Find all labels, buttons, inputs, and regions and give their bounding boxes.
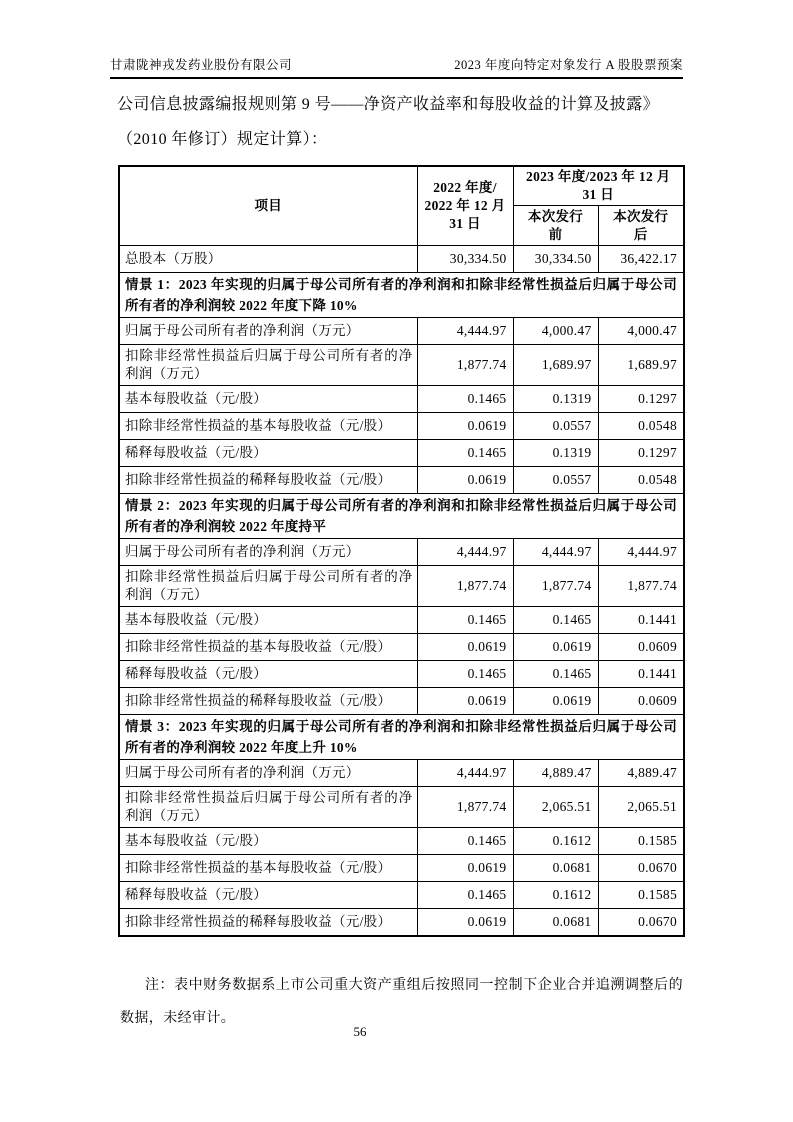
table-row [119, 634, 684, 661]
table-row [119, 246, 684, 273]
row-label: 扣除非经常性损益的基本每股收益（元/股） [119, 634, 417, 661]
value-before-issue: 0.0619 [513, 688, 598, 715]
value-before-issue: 0.0681 [513, 855, 598, 882]
value-before-issue: 0.0681 [513, 909, 598, 936]
value-2022: 4,444.97 [417, 760, 513, 787]
header-doc-title: 2023 年度向特定对象发行 A 股股票预案 [454, 58, 683, 72]
value-2022: 0.0619 [417, 413, 513, 440]
row-label: 扣除非经常性损益后归属于母公司所有者的净利润（万元） [119, 566, 417, 607]
value-before-issue: 0.1612 [513, 882, 598, 909]
value-2022: 1,877.74 [417, 787, 513, 828]
intro-paragraph [117, 90, 687, 160]
value-2022: 4,444.97 [417, 539, 513, 566]
row-label: 扣除非经常性损益的基本每股收益（元/股） [119, 413, 417, 440]
table-row [119, 467, 684, 494]
row-label: 基本每股收益（元/股） [119, 386, 417, 413]
scenario-section-row [119, 494, 684, 539]
scenario-section-row [119, 715, 684, 760]
value-after-issue: 36,422.17 [598, 246, 684, 273]
row-label: 归属于母公司所有者的净利润（万元） [119, 539, 417, 566]
value-before-issue: 0.1612 [513, 828, 598, 855]
value-before-issue: 4,444.97 [513, 539, 598, 566]
value-2022: 0.1465 [417, 828, 513, 855]
table-header-row-1 [119, 166, 684, 206]
table-row [119, 607, 684, 634]
col-header-after-issue-label: 本次发行后 [613, 208, 669, 242]
row-label: 扣除非经常性损益的稀释每股收益（元/股） [119, 688, 417, 715]
col-header-item: 项目 [119, 166, 417, 246]
row-label: 归属于母公司所有者的净利润（万元） [119, 760, 417, 787]
row-label: 扣除非经常性损益的基本每股收益（元/股） [119, 855, 417, 882]
scenario-section-label: 情景 3：2023 年实现的归属于母公司所有者的净利润和扣除非经常性损益后归属于母公司所有者的净利润较 2022 年度上升 10% [119, 715, 684, 760]
value-after-issue: 2,065.51 [598, 787, 684, 828]
scenario-section-label: 情景 1：2023 年实现的归属于母公司所有者的净利润和扣除非经常性损益后归属于母公司所有者的净利润较 2022 年度下降 10% [119, 273, 684, 318]
value-after-issue: 4,889.47 [598, 760, 684, 787]
value-after-issue: 0.0609 [598, 634, 684, 661]
value-2022: 0.1465 [417, 607, 513, 634]
value-2022: 0.0619 [417, 855, 513, 882]
value-after-issue: 1,877.74 [598, 566, 684, 607]
value-2022: 0.1465 [417, 440, 513, 467]
page-number: 56 [353, 1024, 367, 1039]
value-before-issue: 0.0557 [513, 467, 598, 494]
col-header-after-issue [598, 206, 684, 246]
value-after-issue: 0.0548 [598, 413, 684, 440]
value-after-issue: 0.0670 [598, 855, 684, 882]
value-2022: 0.0619 [417, 467, 513, 494]
value-before-issue: 0.0619 [513, 634, 598, 661]
value-after-issue: 0.0548 [598, 467, 684, 494]
value-2022: 0.0619 [417, 634, 513, 661]
value-after-issue: 4,000.47 [598, 318, 684, 345]
value-2022: 0.1465 [417, 882, 513, 909]
value-before-issue: 30,334.50 [513, 246, 598, 273]
row-label: 扣除非经常性损益的稀释每股收益（元/股） [119, 909, 417, 936]
table-row [119, 345, 684, 386]
table-row [119, 760, 684, 787]
value-2022: 30,334.50 [417, 246, 513, 273]
value-after-issue: 0.1441 [598, 607, 684, 634]
value-after-issue: 0.0609 [598, 688, 684, 715]
row-label: 扣除非经常性损益后归属于母公司所有者的净利润（万元） [119, 345, 417, 386]
row-label: 稀释每股收益（元/股） [119, 661, 417, 688]
value-2022: 0.0619 [417, 688, 513, 715]
table-row [119, 566, 684, 607]
table-row [119, 909, 684, 936]
scenario-section-row [119, 273, 684, 318]
header-company-name: 甘肃陇神戎发药业股份有限公司 [110, 58, 293, 72]
value-after-issue: 0.1585 [598, 828, 684, 855]
table-row [119, 386, 684, 413]
row-label: 扣除非经常性损益后归属于母公司所有者的净利润（万元） [119, 787, 417, 828]
row-label: 基本每股收益（元/股） [119, 828, 417, 855]
row-label: 稀释每股收益（元/股） [119, 440, 417, 467]
value-2022: 0.1465 [417, 661, 513, 688]
value-2022: 0.1465 [417, 386, 513, 413]
footnote: 注：表中财务数据系上市公司重大资产重组后按照同一控制下企业合并追溯调整后的数据，未经审计。 [120, 978, 683, 1026]
value-after-issue: 0.1297 [598, 386, 684, 413]
value-before-issue: 1,689.97 [513, 345, 598, 386]
value-after-issue: 1,689.97 [598, 345, 684, 386]
col-header-2023: 2023 年度/2023 年 12 月 31 日 [513, 166, 684, 206]
table-row [119, 413, 684, 440]
value-after-issue: 0.1297 [598, 440, 684, 467]
value-before-issue: 0.0557 [513, 413, 598, 440]
table-row [119, 688, 684, 715]
page-header [110, 58, 683, 79]
table-row [119, 855, 684, 882]
value-after-issue: 0.1441 [598, 661, 684, 688]
table-row [119, 787, 684, 828]
table-row [119, 882, 684, 909]
value-before-issue: 0.1465 [513, 607, 598, 634]
value-after-issue: 4,444.97 [598, 539, 684, 566]
intro-line-2: （2010 年修订）规定计算）： [117, 131, 328, 148]
col-header-before-issue [513, 206, 598, 246]
value-2022: 1,877.74 [417, 566, 513, 607]
row-label: 归属于母公司所有者的净利润（万元） [119, 318, 417, 345]
value-2022: 4,444.97 [417, 318, 513, 345]
row-label: 基本每股收益（元/股） [119, 607, 417, 634]
col-header-2022: 2022 年度/ 2022 年 12 月 31 日 [417, 166, 513, 246]
value-before-issue: 0.1465 [513, 661, 598, 688]
table-row [119, 828, 684, 855]
financial-scenario-table [118, 165, 685, 937]
value-before-issue: 0.1319 [513, 440, 598, 467]
row-label: 扣除非经常性损益的稀释每股收益（元/股） [119, 467, 417, 494]
scenario-section-label: 情景 2：2023 年实现的归属于母公司所有者的净利润和扣除非经常性损益后归属于母公司所有者的净利润较 2022 年度持平 [119, 494, 684, 539]
row-label: 稀释每股收益（元/股） [119, 882, 417, 909]
value-2022: 0.0619 [417, 909, 513, 936]
value-after-issue: 0.0670 [598, 909, 684, 936]
value-before-issue: 0.1319 [513, 386, 598, 413]
table-row [119, 318, 684, 345]
value-before-issue: 4,889.47 [513, 760, 598, 787]
col-header-before-issue-label: 本次发行前 [527, 208, 584, 242]
value-before-issue: 2,065.51 [513, 787, 598, 828]
table-row [119, 440, 684, 467]
table-row [119, 539, 684, 566]
row-label: 总股本（万股） [119, 246, 417, 273]
value-before-issue: 4,000.47 [513, 318, 598, 345]
value-after-issue: 0.1585 [598, 882, 684, 909]
intro-line-1: 公司信息披露编报规则第 9 号——净资产收益率和每股收益的计算及披露》 [117, 96, 660, 113]
value-2022: 1,877.74 [417, 345, 513, 386]
value-before-issue: 1,877.74 [513, 566, 598, 607]
table-row [119, 661, 684, 688]
